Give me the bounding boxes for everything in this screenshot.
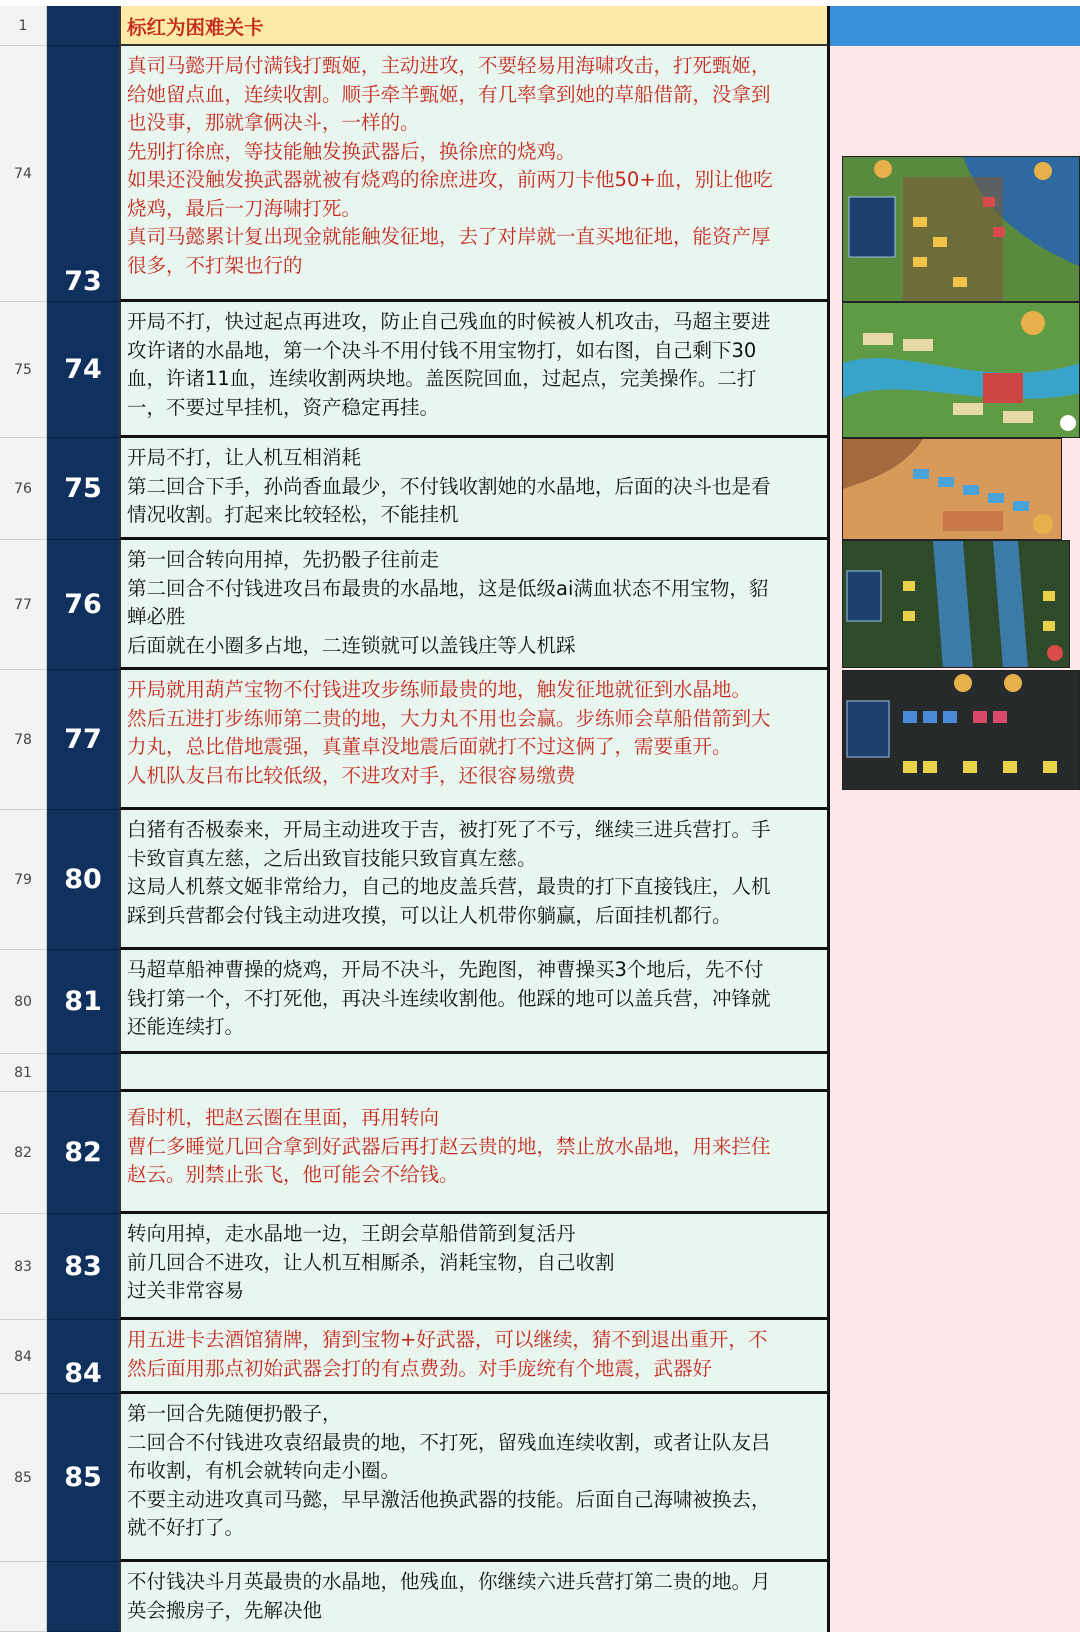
strategy-line: 用五进卡去酒馆猜牌，猜到宝物+好武器，可以继续，猜不到退出重开，不 <box>127 1328 768 1351</box>
level-number[interactable]: 85 <box>47 1394 119 1562</box>
strategy-line: 力丸，总比借地震强，真董卓没地震后面就打不过这俩了，需要重开。 <box>127 735 732 758</box>
strategy-line: 不要主动进攻真司马懿，早早激活他换武器的技能。后面自己海啸被换去， <box>127 1487 771 1511</box>
level-number[interactable]: 73 <box>47 46 119 302</box>
strategy-line: 很多，不打架也行的 <box>127 253 303 277</box>
strategy-line: 如果还没触发换武器就被有烧鸡的徐庶进攻，前两刀卡他50+血，别让他吃 <box>127 168 773 191</box>
strategy-line: 人机队友吕布比较低级，不进攻对手，还很容易缴费 <box>127 763 576 787</box>
strategy-line: 给她留点血，连续收割。顺手牵羊甄姬，有几率拿到她的草船借箭，没拿到 <box>127 82 771 106</box>
table-row <box>0 46 1080 302</box>
table-row <box>0 1054 1080 1092</box>
image-cell[interactable] <box>830 1054 1080 1092</box>
strategy-line: 真司马懿累计复出现金就能触发征地，去了对岸就一直买地征地，能资产厚 <box>127 225 771 248</box>
strategy-cell[interactable] <box>119 670 830 810</box>
strategy-line: 第一回合转向用掉，先扔骰子往前走 <box>127 548 440 571</box>
strategy-cell[interactable] <box>119 810 830 950</box>
image-cell[interactable] <box>830 670 1080 810</box>
row-number[interactable]: 84 <box>0 1320 47 1394</box>
strategy-line: 这局人机蔡文姬非常给力，自己的地皮盖兵营，最贵的打下直接钱庄，人机 <box>127 875 771 898</box>
strategy-line: 踩到兵营都会付钱主动进攻摸，可以让人机带你躺赢，后面挂机都行。 <box>127 903 732 927</box>
header-row <box>0 6 1080 46</box>
strategy-line: 情况收割。打起来比较轻松，不能挂机 <box>127 503 459 526</box>
strategy-line: 攻许诸的水晶地，第一个决斗不用付钱不用宝物打，如右图，自己剩下30 <box>127 338 757 362</box>
strategy-line: 过关非常容易 <box>127 1279 245 1302</box>
strategy-line: 钱打第一个，不打死他，再决斗连续收割他。他踩的地可以盖兵营，冲锋就 <box>127 986 771 1010</box>
strategy-line: 然后五进打步练师第二贵的地，大力丸不用也会赢。步练师会草船借箭到大 <box>127 706 771 730</box>
level-number[interactable] <box>47 1054 119 1092</box>
table-row <box>0 810 1080 950</box>
level-number[interactable]: 80 <box>47 810 119 950</box>
image-column-header[interactable] <box>830 6 1080 46</box>
strategy-line: 第二回合下手，孙尚香血最少，不付钱收割她的水晶地，后面的决斗也是看 <box>127 474 771 498</box>
strategy-line: 也没事，那就拿俩决斗，一样的。 <box>127 111 420 134</box>
strategy-line: 就不好打了。 <box>127 1516 245 1539</box>
strategy-cell[interactable] <box>119 1562 830 1632</box>
game-screenshot[interactable] <box>842 540 1070 668</box>
table-row <box>0 540 1080 670</box>
strategy-line: 烧鸡，最后一刀海啸打死。 <box>127 196 362 220</box>
table-row <box>0 670 1080 810</box>
strategy-line: 后面就在小圈多占地，二连锁就可以盖钱庄等人机踩 <box>127 633 576 657</box>
strategy-line: 卡致盲真左慈，之后出致盲技能只致盲真左慈。 <box>127 846 537 870</box>
game-screenshot[interactable] <box>842 302 1080 438</box>
strategy-cell[interactable] <box>119 1320 830 1394</box>
strategy-line: 二回合不付钱进攻袁绍最贵的地，不打死，留残血连续收割，或者让队友吕 <box>127 1430 771 1454</box>
strategy-line: 曹仁多睡觉几回合拿到好武器后再打赵云贵的地，禁止放水晶地，用来拦住 <box>127 1134 771 1158</box>
table-row <box>0 438 1080 540</box>
table-row <box>0 1394 1080 1562</box>
level-number[interactable]: 75 <box>47 438 119 540</box>
row-number[interactable]: 78 <box>0 670 47 810</box>
strategy-cell[interactable] <box>119 1394 830 1562</box>
image-cell[interactable] <box>830 438 1080 540</box>
strategy-line: 不付钱决斗月英最贵的水晶地，他残血，你继续六进兵营打第二贵的地。月 <box>127 1570 771 1593</box>
strategy-line: 先别打徐庶，等技能触发换武器后，换徐庶的烧鸡。 <box>127 139 576 163</box>
strategy-cell[interactable] <box>119 46 830 302</box>
strategy-line: 转向用掉，走水晶地一边，王朗会草船借箭到复活丹 <box>127 1222 576 1245</box>
image-cell[interactable] <box>830 1394 1080 1562</box>
row-number[interactable]: 83 <box>0 1214 47 1320</box>
table-row <box>0 1092 1080 1214</box>
row-number[interactable]: 85 <box>0 1394 47 1562</box>
header-note[interactable]: 标红为困难关卡 <box>119 6 830 46</box>
image-cell[interactable] <box>830 1320 1080 1394</box>
level-number[interactable] <box>47 1562 119 1632</box>
strategy-line: 开局不打，快过起点再进攻，防止自己残血的时候被人机攻击，马超主要进 <box>127 310 771 333</box>
strategy-line: 马超草船神曹操的烧鸡，开局不决斗，先跑图，神曹操买3个地后，先不付 <box>127 958 764 981</box>
strategy-cell[interactable] <box>119 950 830 1054</box>
game-screenshot[interactable] <box>842 670 1080 790</box>
row-number[interactable]: 74 <box>0 46 47 302</box>
level-number[interactable]: 82 <box>47 1092 119 1214</box>
strategy-cell[interactable] <box>119 438 830 540</box>
table-row <box>0 1562 1080 1632</box>
table-row <box>0 302 1080 438</box>
row-number[interactable]: 77 <box>0 540 47 670</box>
strategy-cell[interactable] <box>119 302 830 438</box>
strategy-line: 一，不要过早挂机，资产稳定再挂。 <box>127 395 440 419</box>
image-cell[interactable] <box>830 1092 1080 1214</box>
row-number[interactable]: 79 <box>0 810 47 950</box>
row-number[interactable]: 76 <box>0 438 47 540</box>
strategy-cell[interactable] <box>119 540 830 670</box>
game-screenshot[interactable] <box>842 438 1062 540</box>
game-screenshot[interactable] <box>842 156 1080 302</box>
strategy-cell[interactable] <box>119 1092 830 1214</box>
strategy-cell[interactable] <box>119 1214 830 1320</box>
strategy-line: 第一回合先随便扔骰子， <box>127 1402 342 1425</box>
row-number[interactable]: 81 <box>0 1054 47 1092</box>
image-cell[interactable] <box>830 1562 1080 1632</box>
strategy-line: 英会搬房子，先解决他 <box>127 1598 323 1622</box>
image-cell[interactable] <box>830 46 1080 302</box>
strategy-line: 前几回合不进攻，让人机互相厮杀，消耗宝物，自己收割 <box>127 1250 615 1274</box>
strategy-line: 布收割，有机会就转向走小圈。 <box>127 1459 401 1482</box>
strategy-cell[interactable] <box>119 1054 830 1092</box>
level-number[interactable]: 77 <box>47 670 119 810</box>
row-number[interactable]: 80 <box>0 950 47 1054</box>
level-number[interactable]: 74 <box>47 302 119 438</box>
strategy-line: 还能连续打。 <box>127 1015 245 1038</box>
image-cell[interactable] <box>830 1214 1080 1320</box>
strategy-line: 第二回合不付钱进攻吕布最贵的水晶地，这是低级ai满血状态不用宝物，貂 <box>127 576 769 600</box>
level-number[interactable]: 84 <box>47 1320 119 1394</box>
image-cell[interactable] <box>830 950 1080 1054</box>
strategy-line: 真司马懿开局付满钱打甄姬，主动进攻，不要轻易用海啸攻击，打死甄姬， <box>127 54 771 77</box>
row-number[interactable]: 1 <box>0 6 47 46</box>
strategy-line: 蝉必胜 <box>127 605 186 628</box>
strategy-line: 血，许诸11血，连续收割两块地。盖医院回血，过起点，完美操作。二打 <box>127 367 757 390</box>
table-row <box>0 950 1080 1054</box>
level-number[interactable]: 81 <box>47 950 119 1054</box>
strategy-line: 然后面用那点初始武器会打的有点费劲。对手庞统有个地震，武器好 <box>127 1356 713 1380</box>
table-row <box>0 1214 1080 1320</box>
level-number[interactable]: 83 <box>47 1214 119 1320</box>
strategy-line: 开局就用葫芦宝物不付钱进攻步练师最贵的地，触发征地就征到水晶地。 <box>127 678 752 701</box>
table-row <box>0 1320 1080 1394</box>
level-cell[interactable] <box>47 6 119 46</box>
strategy-line: 白猪有否极泰来，开局主动进攻于吉，被打死了不亏，继续三进兵营打。手 <box>127 818 771 841</box>
row-number[interactable] <box>0 1562 47 1632</box>
strategy-line: 看时机，把赵云圈在里面，再用转向 <box>127 1106 440 1129</box>
image-cell[interactable] <box>830 540 1080 670</box>
row-number[interactable]: 75 <box>0 302 47 438</box>
strategy-line: 赵云。别禁止张飞，他可能会不给钱。 <box>127 1163 459 1186</box>
row-number[interactable]: 82 <box>0 1092 47 1214</box>
strategy-line: 开局不打，让人机互相消耗 <box>127 446 362 469</box>
image-cell[interactable] <box>830 302 1080 438</box>
level-number[interactable]: 76 <box>47 540 119 670</box>
image-cell[interactable] <box>830 810 1080 950</box>
